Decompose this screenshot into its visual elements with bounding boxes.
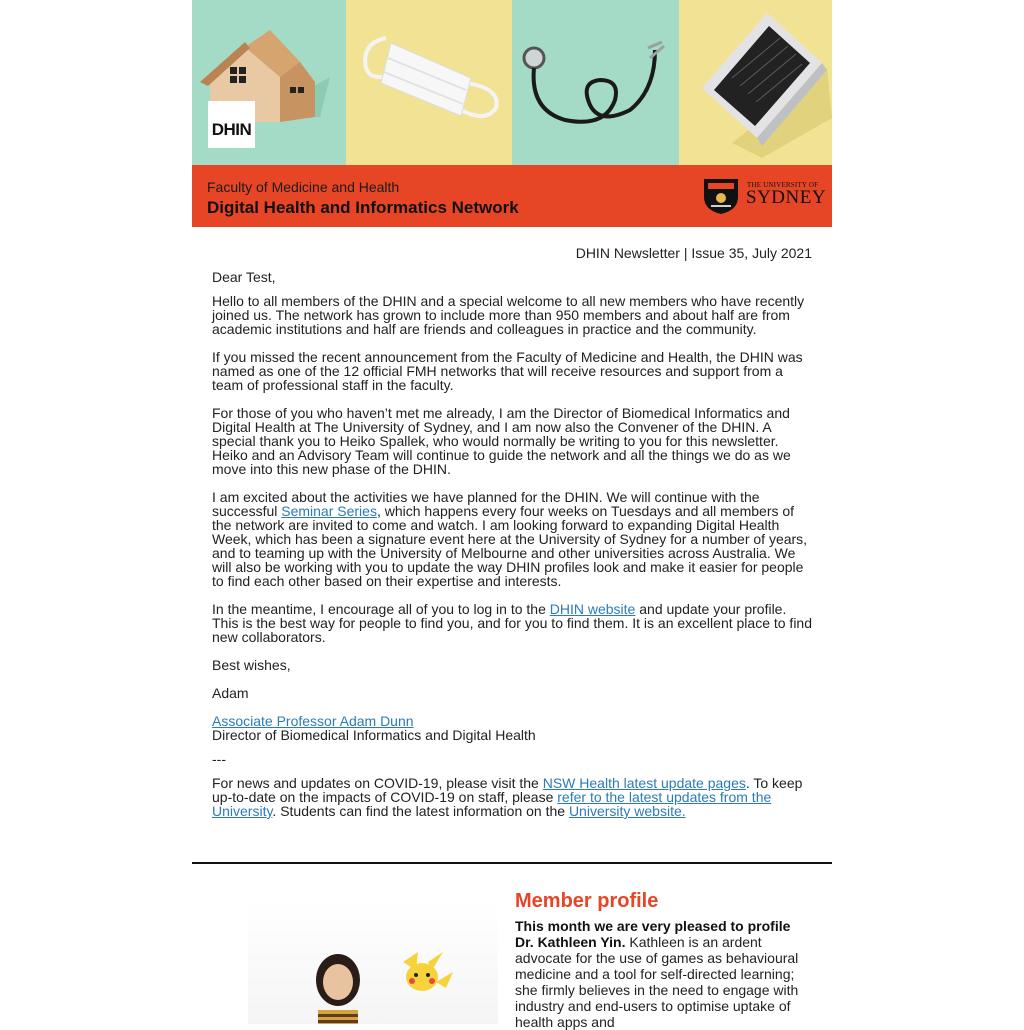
issue-label: DHIN Newsletter | Issue 35, July 2021 bbox=[575, 245, 812, 261]
salutation: Dear Test, bbox=[212, 269, 276, 285]
seminar-series-link[interactable]: Seminar Series bbox=[281, 503, 377, 519]
profile-photo bbox=[248, 902, 498, 1024]
member-profile-text bbox=[515, 918, 800, 1030]
person-photo-icon bbox=[248, 902, 498, 1024]
laptop-icon bbox=[692, 8, 832, 158]
newsletter-page bbox=[192, 0, 832, 818]
paragraph-announcement: If you missed the recent announcement from the Faculty of Medicine and Health, the DHIN was named as one of the 12 official FMH networks that will receive resources and support from a team of professional staff in the faculty. bbox=[212, 349, 803, 393]
university-label-small: THE UNIVERSITY OF bbox=[747, 181, 819, 189]
title-bar bbox=[192, 165, 832, 227]
dhin-logo: DHIN bbox=[208, 101, 255, 148]
adam-dunn-link[interactable]: Associate Professor Adam Dunn bbox=[212, 713, 414, 729]
university-logo bbox=[702, 175, 827, 217]
header-banner bbox=[192, 0, 832, 165]
faculty-name: Faculty of Medicine and Health bbox=[207, 179, 400, 195]
paragraph-director: For those of you who haven’t met me already, I am the Director of Biomedical Informatics and Digital Health at The University of Sydney, and I am now also the Convener of the DHIN. A special thank you to Heiko Spallek, who would normally be writing to you for this newsletter. Heiko and an Advisory Team will continue to guide the network and all the things we do as we move into this new phase of the DHIN. bbox=[212, 405, 791, 477]
university-website-link[interactable]: University website. bbox=[568, 803, 686, 819]
section-divider bbox=[192, 862, 832, 864]
paragraph-covid: For news and updates on COVID-19, please visit the NSW Health latest update pages. To keep up-to-date on the impacts of COVID-19 on staff, please refer to the latest updates from the University. Students can find the latest information on the University website. bbox=[212, 775, 803, 819]
profile-body: Kathleen is an ardent advocate for the use of games as behavioural medicine and a tool for self-directed learning; she firmly believes in the need to engage with industry and end-users to optimise uptake of health apps and bbox=[515, 934, 799, 1030]
profile-lead: This month we are very pleased to profile Dr. Kathleen Yin. bbox=[515, 918, 791, 950]
signoff: Best wishes, bbox=[212, 657, 291, 673]
university-updates-link[interactable]: refer to the latest updates from the University bbox=[212, 789, 772, 819]
paragraph-profile-update: In the meantime, I encourage all of you to log in to the DHIN website and update your profile. This is the best way for people to find you, and for you to find them. It is an excellent place to find new collaborators. bbox=[212, 601, 813, 645]
signature bbox=[212, 714, 812, 742]
newsletter-body bbox=[192, 227, 832, 818]
network-name: Digital Health and Informatics Network bbox=[207, 198, 519, 217]
university-crest-icon bbox=[702, 177, 740, 215]
signer-name: Adam bbox=[212, 685, 249, 701]
separator: --- bbox=[212, 751, 226, 767]
paragraph-welcome: Hello to all members of the DHIN and a special welcome to all new members who have recently joined us. The network has grown to include more than 950 members and about half are from academic institutions and half are friends and colleagues in practice and the community. bbox=[212, 293, 805, 337]
stethoscope-icon bbox=[520, 40, 670, 135]
dhin-website-link[interactable]: DHIN website bbox=[549, 601, 636, 617]
member-profile-title: Member profile bbox=[515, 890, 659, 912]
mask-icon bbox=[356, 28, 504, 128]
nsw-health-link[interactable]: NSW Health latest update pages bbox=[542, 775, 746, 791]
paragraph-activities: I am excited about the activities we have planned for the DHIN. We will continue with the successful Seminar Series, which happens every four weeks on Tuesdays and all members of the network are invited to come and watch. I am looking forward to expanding Digital Health Week, which has been a signature event here at the University of Sydney for a number of years, and to teaming up with the University of Melbourne and other universities across Australia. We will also be working with you to update the way DHIN profiles look and make it easier for people to find each other based on their expertise and interests. bbox=[212, 489, 808, 589]
university-label-big: SYDNEY bbox=[746, 187, 827, 208]
signature-title: Director of Biomedical Informatics and Digital Health bbox=[212, 727, 536, 743]
